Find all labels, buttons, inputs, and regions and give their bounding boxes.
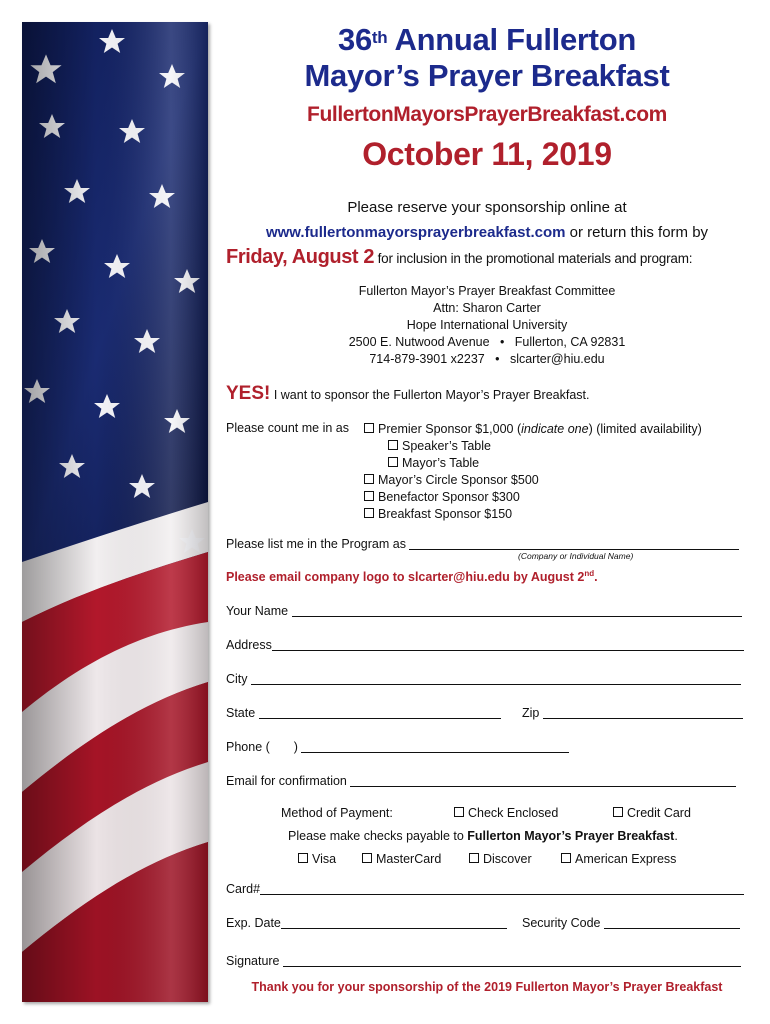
checkbox-icon <box>388 440 398 450</box>
checkbox-icon <box>364 491 374 501</box>
state-field[interactable] <box>259 707 501 719</box>
intro-line2: www.fullertonmayorsprayerbreakfast.com or return this form by <box>265 224 709 241</box>
phone-field[interactable] <box>301 741 569 753</box>
city-row: City <box>226 672 741 686</box>
address-field[interactable] <box>272 639 744 651</box>
method-label: Method of Payment: <box>281 806 393 820</box>
event-date: October 11, 2019 <box>362 136 612 172</box>
checkbox-icon <box>454 807 464 817</box>
checkbox-icon <box>298 853 308 863</box>
email-row: Email for confirmation <box>226 774 736 788</box>
option-speakers-table[interactable]: Speaker’s Table <box>364 438 702 455</box>
signature-row: Signature <box>226 954 741 968</box>
city-field[interactable] <box>251 673 741 685</box>
option-amex[interactable]: American Express <box>561 852 676 866</box>
option-mayors-circle[interactable]: Mayor’s Circle Sponsor $500 <box>364 472 702 489</box>
sponsor-options <box>364 421 702 523</box>
card-row: Card# <box>226 882 744 896</box>
mailing-address: Fullerton Mayor’s Prayer Breakfast Committee Attn: Sharon Carter Hope International University 2500 E. Nutwood Avenue • Fullerton, CA 92831 714-879-3901 x2237 • slcarter@hiu.edu <box>348 284 626 366</box>
deadline-line: Friday, August 2 for inclusion in the promotional materials and program: <box>226 246 693 268</box>
program-name-field[interactable] <box>409 538 739 550</box>
checks-payable-note: Please make checks payable to Fullerton Mayor’s Prayer Breakfast. <box>288 829 678 843</box>
checkbox-icon <box>364 474 374 484</box>
zip-field[interactable] <box>543 707 743 719</box>
intro-line1: Please reserve your sponsorship online at <box>347 199 627 216</box>
checkbox-icon <box>362 853 372 863</box>
checkbox-icon <box>469 853 479 863</box>
program-name-row: Please list me in the Program as <box>226 537 739 551</box>
deadline-date: Friday, August 2 <box>226 246 375 268</box>
thank-you-note: Thank you for your sponsorship of the 2019 Fullerton Mayor’s Prayer Breakfast <box>251 980 723 994</box>
zip-row: Zip <box>522 706 743 720</box>
sponsor-heading: YES! I want to sponsor the Fullerton Mayor’s Prayer Breakfast. <box>226 383 590 404</box>
event-title-line2: Mayor’s Prayer Breakfast <box>304 58 670 93</box>
phone-row: Phone ( ) <box>226 740 569 754</box>
exp-date-field[interactable] <box>281 917 507 929</box>
card-number-field[interactable] <box>260 883 744 895</box>
count-label: Please count me in as <box>226 421 349 435</box>
email-field[interactable] <box>350 775 736 787</box>
program-caption: (Company or Individual Name) <box>518 551 634 561</box>
option-breakfast[interactable]: Breakfast Sponsor $150 <box>364 506 702 523</box>
checkbox-icon <box>364 508 374 518</box>
option-visa[interactable]: Visa <box>298 852 336 866</box>
checkbox-icon <box>364 423 374 433</box>
option-credit-card[interactable]: Credit Card <box>613 806 691 820</box>
exp-row: Exp. Date <box>226 916 507 930</box>
signature-field[interactable] <box>283 955 741 967</box>
checkbox-icon <box>388 457 398 467</box>
option-check[interactable]: Check Enclosed <box>454 806 558 820</box>
security-row: Security Code <box>522 916 740 930</box>
your-name-field[interactable] <box>292 605 742 617</box>
address-row: Address <box>226 638 744 652</box>
event-title-line1: 36th Annual Fullerton <box>338 22 636 57</box>
logo-email-note: Please email company logo to slcarter@hiu.edu by August 2nd. <box>226 569 598 585</box>
option-premier[interactable]: Premier Sponsor $1,000 (indicate one) (limited availability) <box>364 421 702 438</box>
your-name-row: Your Name <box>226 604 742 618</box>
option-mayors-table[interactable]: Mayor’s Table <box>364 455 702 472</box>
checkbox-icon <box>561 853 571 863</box>
option-benefactor[interactable]: Benefactor Sponsor $300 <box>364 489 702 506</box>
state-row: State <box>226 706 501 720</box>
option-discover[interactable]: Discover <box>469 852 532 866</box>
american-flag-image <box>22 22 208 1002</box>
security-code-field[interactable] <box>604 917 740 929</box>
registration-url[interactable]: www.fullertonmayorsprayerbreakfast.com <box>265 224 566 241</box>
event-website: FullertonMayorsPrayerBreakfast.com <box>307 103 667 126</box>
option-mastercard[interactable]: MasterCard <box>362 852 441 866</box>
checkbox-icon <box>613 807 623 817</box>
